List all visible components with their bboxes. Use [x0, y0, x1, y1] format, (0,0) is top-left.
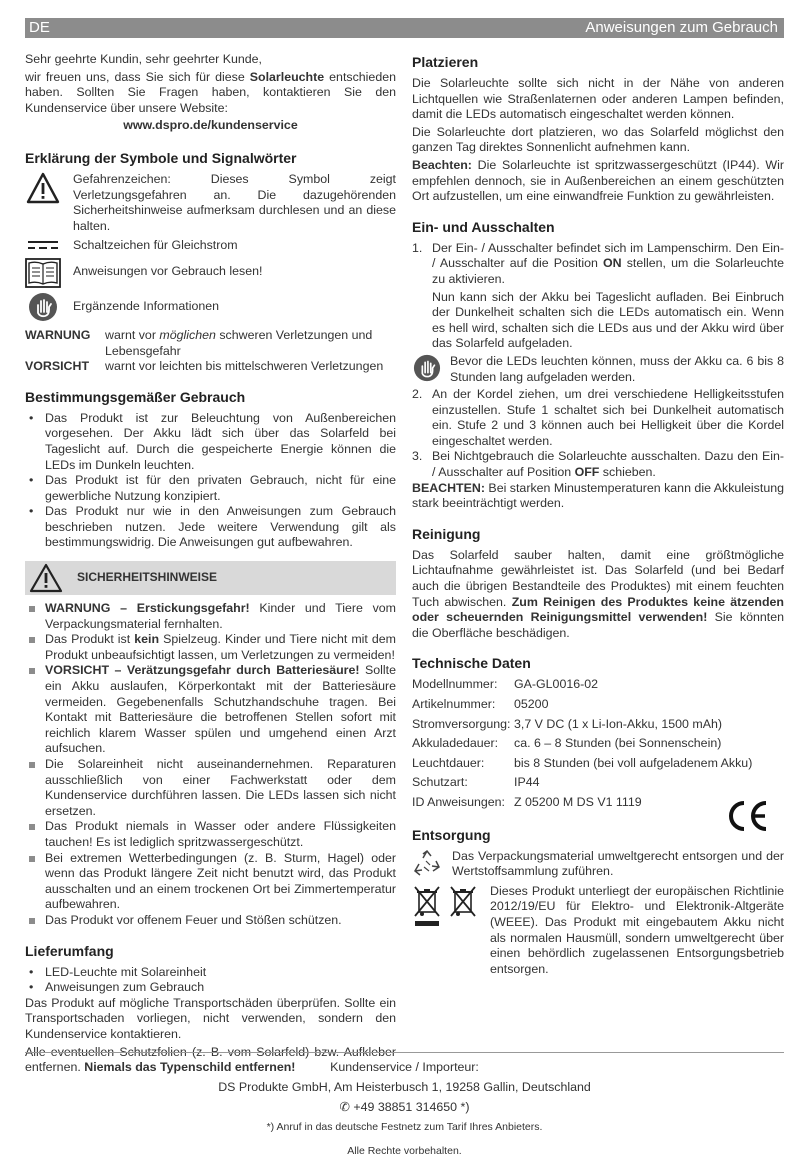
switching-steps — [412, 241, 784, 352]
intended-use-heading: Bestimmungsgemäßer Gebrauch — [25, 388, 246, 405]
footer-note: *) Anruf in das deutsche Festnetz zum Tarif Ihres Anbieters. — [266, 1121, 543, 1133]
scope-heading: Lieferumfang — [25, 942, 114, 959]
right-column — [412, 52, 784, 981]
intro-text: wir freuen uns, dass Sie sich für diese Solarleuchte entschieden haben. Sollten Sie Fragen haben, kontaktieren Sie den Kundenservice über unsere Website: — [25, 69, 396, 115]
greeting: Sehr geehrte Kundin, sehr geehrter Kunde, — [25, 52, 262, 66]
left-column — [25, 52, 396, 1078]
list-item: Das Produkt ist kein Spielzeug. Kinder und Tiere nicht mit dem Produkt unbeaufsichtigt lassen, um Verletzungen zu vermeiden! — [25, 632, 396, 663]
list-item: Das Produkt vor offenem Feuer und Stößen schützen. — [25, 913, 396, 929]
scope-text-2: Alle eventuellen Schutzfolien (z. B. vom Solarfeld) bzw. Aufkleber entfernen. Niemals das Typenschild entfernen! — [25, 1044, 396, 1075]
footer-rights: Alle Rechte vorbehalten. — [347, 1145, 462, 1157]
scope-list — [25, 965, 396, 996]
placement-p3: Beachten: Die Solarleuchte ist spritzwassergeschützt (IP44). Wir empfehlen dennoch, sie in Außenbereichen an einem geschützten Ort aufzustellen, um eine einwandfreie Funktion zu gewährleisten. — [412, 157, 784, 204]
placement-p2: Die Solarleuchte dort platzieren, wo das Solarfeld möglichst den ganzen Tag direktes Sonnenlicht aufnehmen kann. — [412, 124, 784, 155]
list-item: • Das Produkt ist für den privaten Gebrauch, nicht für eine gewerbliche Nutzung konzipiert. — [25, 473, 396, 504]
switching-note: BEACHTEN: Bei starken Minustemperaturen kann die Akkuleistung stark beeinträchtigt werden. — [412, 480, 784, 511]
signal-vorsicht: VORSICHT warnt vor leichten bis mittelschweren Verletzungen — [25, 359, 384, 374]
symbol-book: Anweisungen vor Gebrauch lesen! — [25, 258, 396, 288]
header-bar — [25, 18, 784, 38]
list-item: WARNUNG – Erstickungsgefahr! Kinder und Tiere vom Verpackungsmaterial fernhalten. — [25, 601, 396, 632]
warning-triangle-icon — [26, 172, 60, 204]
step-item: 3. Bei Nichtgebrauch die Solarleuchte ausschalten. Dazu den Ein- / Ausschalter auf Position OFF schieben. — [412, 449, 784, 480]
hand-info-icon — [413, 354, 441, 382]
step-item: 1. Der Ein- / Ausschalter befindet sich im Lampenschirm. Den Ein- / Ausschalter auf die Position ON stellen, um die Solarleuchte zu aktivieren. Nun kann sich der Akku bei Tageslicht aufladen. Bei Einbruch der Dunkelheit schalten sich die LEDs automatisch ein. Wenn es hell wird, schalten sich die LEDs aus und der Akku wird über das Solarfeld aufgeladen. — [412, 240, 784, 351]
footer-line-1: Kundenservice / Importeur: — [330, 1060, 479, 1074]
tech-row: Stromversorgung: 3,7 V DC (1 x Li-Ion-Akku, 1500 mAh) — [412, 716, 722, 731]
tech-row: Modellnummer: GA-GL0016-02 — [412, 677, 599, 692]
placement-p1: Die Solarleuchte sollte sich nicht in der Nähe von anderen Lichtquellen wie Straßenlaternen oder anderen Lampen befinden, damit die LEDs automatisch eingeschaltet werden können. — [412, 76, 784, 122]
placement-heading: Platzieren — [412, 54, 479, 70]
cleaning-heading: Reinigung — [412, 525, 481, 542]
signal-warnung: WARNUNG warnt vor möglichen schweren Verletzungen und Lebensgefahr — [25, 327, 373, 358]
list-item: • Das Produkt ist zur Beleuchtung von Außenbereichen vorgesehen. Der Akku lädt sich über das Solarfeld bei Tageslicht auf. Durch die gespeicherte Energie können die LEDs im Dunkeln leuchten. — [25, 411, 396, 473]
phone-icon: ✆ — [339, 1100, 354, 1114]
switching-steps-2 — [412, 387, 784, 481]
symbols-heading: Erklärung der Symbole und Signalwörter — [25, 149, 297, 166]
language-label: DE — [29, 19, 50, 36]
symbol-warning: Gefahrenzeichen: Dieses Symbol zeigt Verletzungsgefahren an. Die dazugehörenden Sicherheitshinweise aufmerksam durchlesen und an diese halten. — [25, 172, 396, 234]
disposal-heading: Entsorgung — [412, 826, 491, 843]
tech-table — [412, 677, 784, 810]
info-note: Bevor die LEDs leuchten können, muss der Akku ca. 6 bis 8 Stunden lang aufgeladen werden. — [412, 354, 784, 385]
tech-row: Artikelnummer: 05200 — [412, 697, 549, 711]
step-item: 2. An der Kordel ziehen, um drei verschiedene Helligkeitsstufen einzustellen. Stufe 1 schaltet sich bei Dunkelheit automatisch ein. Stufe 2 und 3 können auch bei Helligkeit über die Kordel eingeschaltet werden. — [412, 387, 784, 448]
header-title: Anweisungen zum Gebrauch — [585, 19, 778, 36]
crossed-bin-battery-icon — [448, 884, 478, 928]
symbol-dc: Schaltzeichen für Gleichstrom — [25, 238, 396, 254]
tech-row: Leuchtdauer: bis 8 Stunden (bei voll aufgeladenem Akku) — [412, 755, 753, 770]
list-item: Bei extremen Wetterbedingungen (z. B. Sturm, Hagel) oder wenn das Produkt längere Zeit nicht benutzt wird, das Produkt ausschalten und an einem trockenen Ort bei Zimmertemperatur aufbewahren. — [25, 851, 396, 913]
list-item: • LED-Leuchte mit Solareinheit — [25, 965, 396, 981]
list-item: • Anweisungen zum Gebrauch — [25, 980, 396, 996]
tech-row: ID Anweisungen: Z 05200 M DS V1 1119 — [412, 794, 642, 809]
safety-banner — [25, 561, 396, 595]
switching-heading: Ein- und Ausschalten — [412, 218, 555, 235]
list-item: VORSICHT – Verätzungsgefahr durch Batteriesäure! Sollte ein Akku auslaufen, Körperkontakt mit der Batteriesäure vermeiden. Gegebenenfalls Schutzhandschuhe tragen. Bei Kontakt mit Batteriesäure die betroffenen Stellen sofort mit reichlich klarem Wasser spülen und umgehend einen Arzt aufsuchen. — [25, 663, 396, 757]
list-item: Das Produkt niemals in Wasser oder andere Flüssigkeiten tauchen! Es ist lediglich spritzwassergeschützt. — [25, 819, 396, 850]
footer — [25, 1052, 784, 1161]
direct-current-icon — [26, 238, 60, 252]
scope-text: Das Produkt auf mögliche Transportschäden überprüfen. Sollte ein Transportschaden vorliegen, nicht verwenden, sondern den Kundenservice kontaktieren. — [25, 995, 396, 1041]
hand-info-icon — [28, 292, 58, 322]
footer-address: DS Produkte GmbH, Am Heisterbusch 1, 19258 Gallin, Deutschland — [218, 1080, 591, 1094]
safety-heading: SICHERHEITSHINWEISE — [77, 570, 218, 585]
list-item: • Das Produkt nur wie in den Anweisungen zum Gebrauch beschrieben nutzen. Jede weitere Verwendung gilt als bestimmungswidrig. Die Anweisungen gut aufbewahren. — [25, 504, 396, 551]
crossed-bin-icon — [412, 884, 442, 928]
website-link[interactable]: www.dspro.de/kundenservice — [123, 118, 298, 133]
footer-phone: ✆ +49 38851 314650 *) — [339, 1100, 470, 1114]
disposal-weee: Dieses Produkt unterliegt der europäischen Richtlinie 2012/19/EU für Elektro- und Elektronik-Altgeräte (WEEE). Das Produkt mit eingebautem Akku nicht als normalen Hausmüll, sondern umweltgerecht über einen behördlich zugelassenen Entsorgungsbetrieb entsorgen. — [412, 884, 784, 978]
tech-heading: Technische Daten — [412, 655, 531, 672]
recycle-icon — [412, 849, 442, 879]
disposal-packaging: Das Verpackungsmaterial umweltgerecht entsorgen und der Wertstoffsammlung zuführen. — [412, 849, 784, 880]
symbol-info: Ergänzende Informationen — [25, 292, 396, 322]
list-item: Die Solareinheit nicht auseinandernehmen. Reparaturen ausschließlich von einer Fachwerkstatt oder dem Kundenservice durchführen lassen. Die LEDs lassen sich nicht ersetzen. — [25, 757, 396, 819]
tech-row: Schutzart: IP44 — [412, 775, 540, 790]
safety-list — [25, 601, 396, 928]
tech-row: Akkuladedauer: ca. 6 – 8 Stunden (bei Sonnenschein) — [412, 736, 722, 751]
warning-triangle-icon — [29, 563, 63, 593]
open-book-icon — [25, 258, 61, 288]
intended-use-list — [25, 411, 396, 551]
cleaning-text: Das Solarfeld sauber halten, damit eine größtmögliche Lichtaufnahme gewährleistet ist. Das Solarfeld (und bei Bedarf auch die übrigen Bestandteile des Produktes) mit einem feuchten Tuch abwischen. Zum Reinigen des Produktes keine ätzenden oder scheuernden Reinigungsmittel verwenden! Sie könnten die Oberfläche beschädigen. — [412, 547, 784, 640]
ce-mark-icon — [724, 799, 770, 833]
